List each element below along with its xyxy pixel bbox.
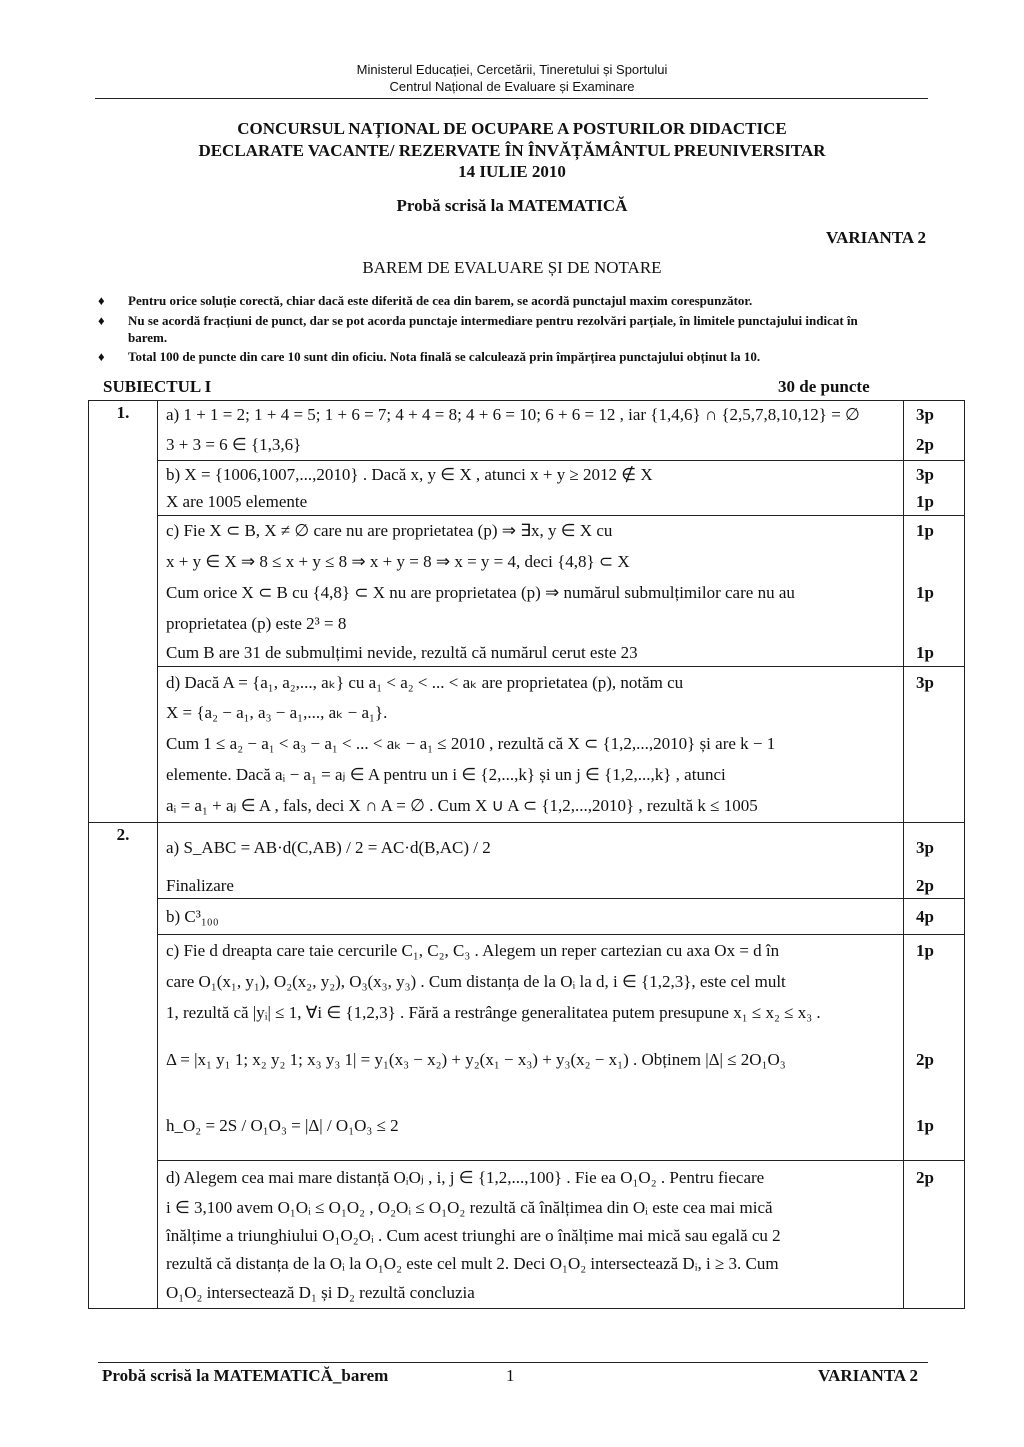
solution-line <box>158 516 964 546</box>
points-value: 2p <box>903 873 964 898</box>
header-rule <box>95 98 928 99</box>
subpoint <box>158 823 964 899</box>
subpoint <box>158 667 964 822</box>
problem-number: 2. <box>89 823 158 1308</box>
solution-line <box>158 966 964 997</box>
solution-text: x + y ∈ X ⇒ 8 ≤ x + y ≤ 8 ⇒ x + y = 8 ⇒ x = y = 4, deci {4,8} ⊂ X <box>166 551 630 571</box>
subpoint <box>158 401 964 461</box>
solution-line <box>158 461 964 489</box>
points-value <box>903 698 964 728</box>
solution-text: rezultă că distanța de la Oᵢ la O₁O₂ este cel mult 2. Deci O₁O₂ intersectează Dᵢ, i ≥ 3. Cum <box>166 1254 779 1273</box>
solution-line <box>158 1250 964 1278</box>
footer-left: Probă scrisă la MATEMATICĂ_barem <box>102 1366 389 1385</box>
solution-text: aᵢ = a₁ + aⱼ ∈ A , fals, deci X ∩ A = ∅ . Cum X ∪ A ⊂ {1,2,...,2010} , rezultă k ≤ 1005 <box>166 796 758 815</box>
points-value: 1p <box>903 489 964 515</box>
solution-line <box>158 759 964 790</box>
points-value: 3p <box>903 461 964 489</box>
solution-line <box>158 546 964 577</box>
solution-text: a) 1 + 1 = 2; 1 + 4 = 5; 1 + 6 = 7; 4 + 4 = 8; 4 + 6 = 10; 6 + 6 = 12 , iar {1,4,6} ∩ {2,5,7,8,10,12} = ∅ <box>166 405 860 424</box>
solution-line <box>158 1092 964 1160</box>
solution-text: X = {a₂ − a₁, a₃ − a₁,..., aₖ − a₁}. <box>166 703 388 722</box>
page-number: 1 <box>506 1366 515 1385</box>
points-value: 1p <box>903 516 964 546</box>
points-value <box>903 997 964 1028</box>
bullet-item: ♦ Nu se acordă fracțiuni de punct, dar se pot acorda punctaje intermediare pentru rezolvări parțiale, în limitele punctajului indicat în barem. <box>98 313 858 345</box>
points-value: 2p <box>903 1161 964 1194</box>
solution-line <box>158 608 964 639</box>
solution-text: Δ = |x₁ y₁ 1; x₂ y₂ 1; x₃ y₃ 1| = y₁(x₃ − x₂) + y₂(x₁ − x₃) + y₃(x₂ − x₁) . Obținem |Δ| ≤ 2O₁O₃ <box>166 1050 786 1069</box>
solution-text: O₁O₂ intersectează D₁ și D₂ rezultă concluzia <box>166 1283 475 1302</box>
solution-line <box>158 401 964 429</box>
solution-text: c) Fie X ⊂ B, X ≠ ∅ care nu are proprietatea (p) ⇒ ∃x, y ∈ X cu <box>166 521 613 540</box>
footer-right: VARIANTA 2 <box>818 1366 918 1385</box>
section-points: 30 de puncte <box>778 377 870 396</box>
solution-text: h_O₂ = 2S / O₁O₃ = |Δ| / O₁O₃ ≤ 2 <box>166 1116 399 1135</box>
solution-line <box>158 489 964 515</box>
problem-row <box>89 401 964 823</box>
points-value <box>903 608 964 639</box>
problem-row <box>89 823 964 1308</box>
solution-line <box>158 1222 964 1250</box>
bullet-icon: ♦ <box>98 313 105 328</box>
points-value <box>903 546 964 577</box>
variant-label: VARIANTA 2 <box>826 228 926 247</box>
points-value: 1p <box>903 577 964 608</box>
solution-text: X are 1005 elemente <box>166 492 308 511</box>
bullet-icon: ♦ <box>98 293 105 308</box>
footer-rule <box>98 1362 928 1363</box>
solution-line <box>158 997 964 1028</box>
subpoint <box>158 516 964 667</box>
bullet-item: ♦ Pentru orice soluție corectă, chiar dacă este diferită de cea din barem, se acordă punctajul maxim corespunzător. <box>98 293 753 308</box>
solution-text: Cum B are 31 de submulțimi nevide, rezultă că numărul cerut este 23 <box>166 642 638 662</box>
bullet-icon: ♦ <box>98 349 105 364</box>
points-value <box>903 790 964 822</box>
bullet-item: ♦ Total 100 de puncte din care 10 sunt din oficiu. Nota finală se calculează prin împărțirea punctajului obținut la 10. <box>98 349 761 364</box>
points-value: 4p <box>903 899 964 934</box>
title-line-2: DECLARATE VACANTE/ REZERVATE ÎN ÎNVĂȚĂMÂNTUL PREUNIVERSITAR <box>198 141 826 160</box>
solution-line <box>158 1161 964 1194</box>
solution-text: 1, rezultă că |yᵢ| ≤ 1, ∀i ∈ {1,2,3} . Fără a restrânge generalitatea putem presupune x₁ ≤ x₂ ≤ x₃ . <box>166 1002 821 1022</box>
solution-line <box>158 698 964 728</box>
title-line-1: CONCURSUL NAȚIONAL DE OCUPARE A POSTURILOR DIDACTICE <box>237 119 787 138</box>
solution-line <box>158 823 964 873</box>
points-value: 2p <box>903 1028 964 1092</box>
solution-text: Cum orice X ⊂ B cu {4,8} ⊂ X nu are proprietatea (p) ⇒ numărul submulțimilor care nu au <box>166 582 795 602</box>
solution-line <box>158 790 964 822</box>
solution-text: i ∈ 3,100 avem O₁Oᵢ ≤ O₁O₂ , O₂Oᵢ ≤ O₁O₂ rezultă că înălțimea din Oᵢ este cea mai mică <box>166 1198 773 1217</box>
points-value: 1p <box>903 935 964 966</box>
solution-line <box>158 667 964 698</box>
solution-text: d) Alegem cea mai mare distanță OᵢOⱼ , i, j ∈ {1,2,...,100} . Fie ea O₁O₂ . Pentru fiecare <box>166 1167 765 1187</box>
solution-text: înălțime a triunghiului O₁O₂Oᵢ . Cum acest triunghi are o înălțime mai mică sau egală cu 2 <box>166 1226 781 1245</box>
solution-text: a) S_ABC = AB·d(C,AB) / 2 = AC·d(B,AC) / 2 <box>166 838 491 857</box>
grading-table <box>88 400 965 1309</box>
exam-subject: Probă scrisă la MATEMATICĂ <box>396 196 628 215</box>
solution-line <box>158 1028 964 1092</box>
problem-number: 1. <box>89 401 158 822</box>
points-value: 3p <box>903 401 964 429</box>
solution-text: d) Dacă A = {a₁, a₂,..., aₖ} cu a₁ < a₂ < ... < aₖ are proprietatea (p), notăm cu <box>166 672 684 692</box>
solution-line <box>158 429 964 460</box>
solution-line <box>158 935 964 966</box>
points-value <box>903 1278 964 1308</box>
ministry-name: Ministerul Educației, Cercetării, Tineretului și Sportului <box>356 62 668 77</box>
points-value <box>903 966 964 997</box>
points-value <box>903 1250 964 1278</box>
points-value <box>903 1194 964 1222</box>
points-value: 1p <box>903 639 964 666</box>
exam-date: 14 IULIE 2010 <box>458 162 566 181</box>
solution-line <box>158 728 964 759</box>
points-value: 1p <box>903 1092 964 1160</box>
solution-text: 3 + 3 = 6 ∈ {1,3,6} <box>166 434 302 454</box>
points-value <box>903 728 964 759</box>
subpoint <box>158 461 964 516</box>
solution-text: c) Fie d dreapta care taie cercurile C₁, C₂, C₃ . Alegem un reper cartezian cu axa Ox = d în <box>166 940 780 960</box>
solution-line <box>158 639 964 666</box>
subpoint <box>158 935 964 1161</box>
barem-title: BAREM DE EVALUARE ȘI DE NOTARE <box>362 258 662 277</box>
solution-line <box>158 1194 964 1222</box>
solution-text: care O₁(x₁, y₁), O₂(x₂, y₂), O₃(x₃, y₃) . Cum distanța de la Oᵢ la d, i ∈ {1,2,3}, este cel mult <box>166 971 786 991</box>
section-title: SUBIECTUL I <box>103 377 212 396</box>
solution-text: proprietatea (p) este 2³ = 8 <box>166 613 347 633</box>
solution-line <box>158 577 964 608</box>
solution-text: elemente. Dacă aᵢ − a₁ = aⱼ ∈ A pentru un i ∈ {2,...,k} și un j ∈ {1,2,...,k} , atunci <box>166 764 726 784</box>
subpoint <box>158 1161 964 1308</box>
solution-text: Cum 1 ≤ a₂ − a₁ < a₃ − a₁ < ... < aₖ − a₁ ≤ 2010 , rezultă că X ⊂ {1,2,...,2010} și are k − 1 <box>166 733 776 753</box>
points-value: 3p <box>903 667 964 698</box>
solution-text: b) X = {1006,1007,...,2010} . Dacă x, y ∈ X , atunci x + y ≥ 2012 ∉ X <box>166 465 653 484</box>
solution-line <box>158 1278 964 1308</box>
center-name: Centrul Național de Evaluare și Examinare <box>389 79 635 94</box>
solution-text: Finalizare <box>166 875 234 895</box>
points-value <box>903 1222 964 1250</box>
points-value: 3p <box>903 823 964 873</box>
points-value <box>903 759 964 790</box>
points-value: 2p <box>903 429 964 460</box>
subpoint <box>158 899 964 935</box>
solution-text: b) C³₁₀₀ <box>166 906 219 926</box>
solution-line <box>158 873 964 898</box>
solution-line <box>158 899 964 934</box>
